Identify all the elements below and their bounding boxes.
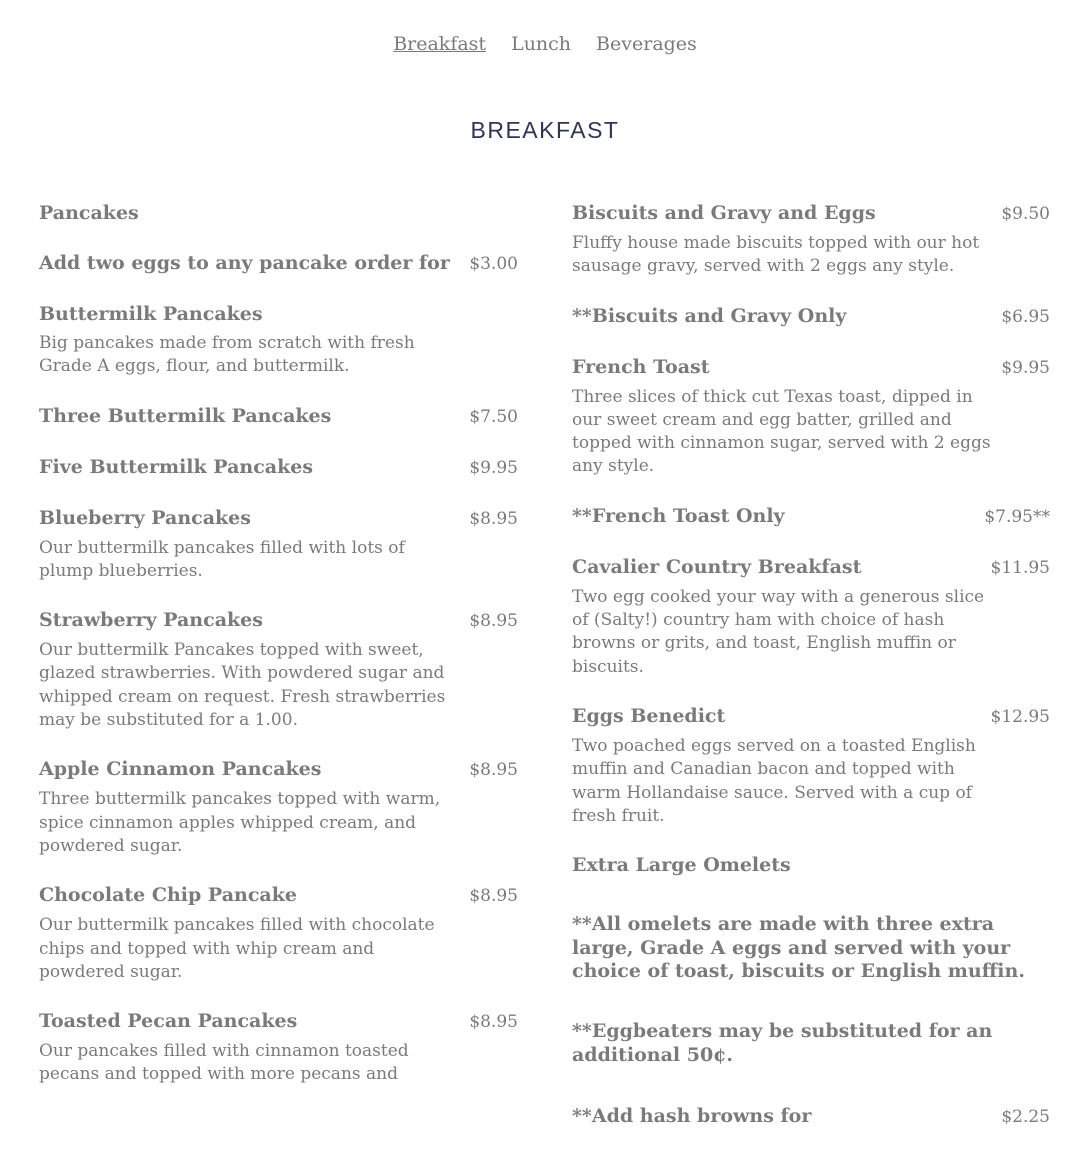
item-price: $8.95: [469, 611, 518, 632]
item-name: Add two eggs to any pancake order for: [39, 252, 450, 274]
nav-lunch[interactable]: Lunch: [511, 33, 572, 55]
item-price: $6.95: [1001, 306, 1050, 327]
item-description: Three buttermilk pancakes topped with warm, spice cinnamon apples whipped cream, and powdered sugar.: [39, 789, 441, 856]
item-price: $8.95: [469, 760, 518, 781]
menu-item: [39, 301, 518, 379]
item-description: Our buttermilk pancakes filled with chocolate chips and topped with whip cream and powdered sugar.: [39, 915, 435, 982]
item-description: Our buttermilk Pancakes topped with sweet, glazed strawberries. With powdered sugar and whipped cream on request. Fresh strawberries may be substituted for a 1.00.: [39, 640, 446, 731]
item-name: Toasted Pecan Pancakes: [39, 1010, 298, 1033]
menu-item: [39, 882, 518, 984]
nav-breakfast[interactable]: Breakfast: [393, 33, 487, 55]
item-price: $7.95**: [984, 506, 1050, 527]
item-name: Buttermilk Pancakes: [39, 303, 263, 325]
nav-beverages[interactable]: Beverages: [596, 33, 697, 55]
item-name: Cavalier Country Breakfast: [572, 555, 862, 578]
menu-item: [572, 503, 1050, 530]
menu-nav: [0, 33, 1090, 55]
menu-item: [572, 1103, 1050, 1130]
menu-item: [572, 852, 1050, 878]
item-description: Big pancakes made from scratch with fresh Grade A eggs, flour, and buttermilk.: [39, 333, 415, 377]
item-description: Our pancakes filled with cinnamon toasted pecans and topped with more pecans and: [39, 1041, 409, 1085]
item-price: $7.50: [469, 406, 518, 427]
item-name: Five Buttermilk Pancakes: [39, 455, 314, 478]
menu-item: [39, 505, 518, 584]
item-description: Three slices of thick cut Texas toast, dipped in our sweet cream and egg batter, grilled and topped with cinnamon sugar, served with 2 eggs any style.: [572, 386, 991, 477]
menu-note: **All omelets are made with three extra large, Grade A eggs and served with your choice of toast, biscuits or English muffin.: [572, 913, 1025, 983]
item-price: $12.95: [990, 706, 1050, 727]
item-name: Pancakes: [39, 202, 139, 224]
menu-item: [39, 250, 518, 277]
menu-item: [39, 756, 518, 858]
item-price: $8.95: [469, 508, 518, 529]
item-description: Two egg cooked your way with a generous slice of (Salty!) country ham with choice of hash browns or grits, and toast, English muffin or biscuits.: [572, 586, 985, 677]
item-description: Fluffy house made biscuits topped with our hot sausage gravy, served with 2 eggs any style.: [572, 233, 980, 277]
item-name: Strawberry Pancakes: [39, 609, 263, 632]
section-title: BREAKFAST: [470, 117, 620, 143]
item-price: $11.95: [990, 557, 1050, 578]
item-name: **Add hash browns for: [572, 1105, 812, 1128]
menu-column-left: [39, 200, 518, 1111]
item-name: Apple Cinnamon Pancakes: [39, 758, 322, 781]
item-price: $8.95: [469, 1012, 518, 1033]
item-name: Chocolate Chip Pancake: [39, 884, 297, 907]
item-price: $8.95: [469, 886, 518, 907]
item-price: $9.50: [1001, 204, 1050, 224]
item-price: $2.25: [1001, 1107, 1050, 1128]
item-name: **Biscuits and Gravy Only: [572, 304, 847, 327]
menu-item: [39, 454, 518, 481]
menu-item: [572, 703, 1050, 828]
item-name: Blueberry Pancakes: [39, 506, 251, 529]
item-name: **French Toast Only: [572, 504, 785, 527]
item-name: Eggs Benedict: [572, 704, 726, 727]
item-description: Two poached eggs served on a toasted English muffin and Canadian bacon and topped with warm Hollandaise sauce. Served with a cup of fresh fruit.: [572, 735, 976, 826]
item-description: Our buttermilk pancakes filled with lots of plump blueberries.: [39, 537, 405, 581]
menu-item: [39, 607, 518, 732]
menu-item: [572, 200, 1050, 279]
menu-item: [572, 554, 1050, 679]
item-price: $3.00: [469, 254, 518, 274]
item-price: $9.95: [1001, 357, 1050, 378]
item-price: $9.95: [469, 457, 518, 478]
item-name: French Toast: [572, 355, 710, 378]
menu-item: [572, 354, 1050, 479]
menu-item: [39, 1008, 518, 1087]
item-name: Extra Large Omelets: [572, 854, 791, 877]
menu-item: [39, 200, 518, 226]
menu-item: [39, 403, 518, 430]
menu-item: [572, 303, 1050, 330]
menu-column-right: [572, 200, 1050, 1154]
item-name: Biscuits and Gravy and Eggs: [572, 202, 876, 224]
item-name: Three Buttermilk Pancakes: [39, 404, 332, 427]
menu-note: **Eggbeaters may be substituted for an additional 50¢.: [572, 1019, 993, 1066]
